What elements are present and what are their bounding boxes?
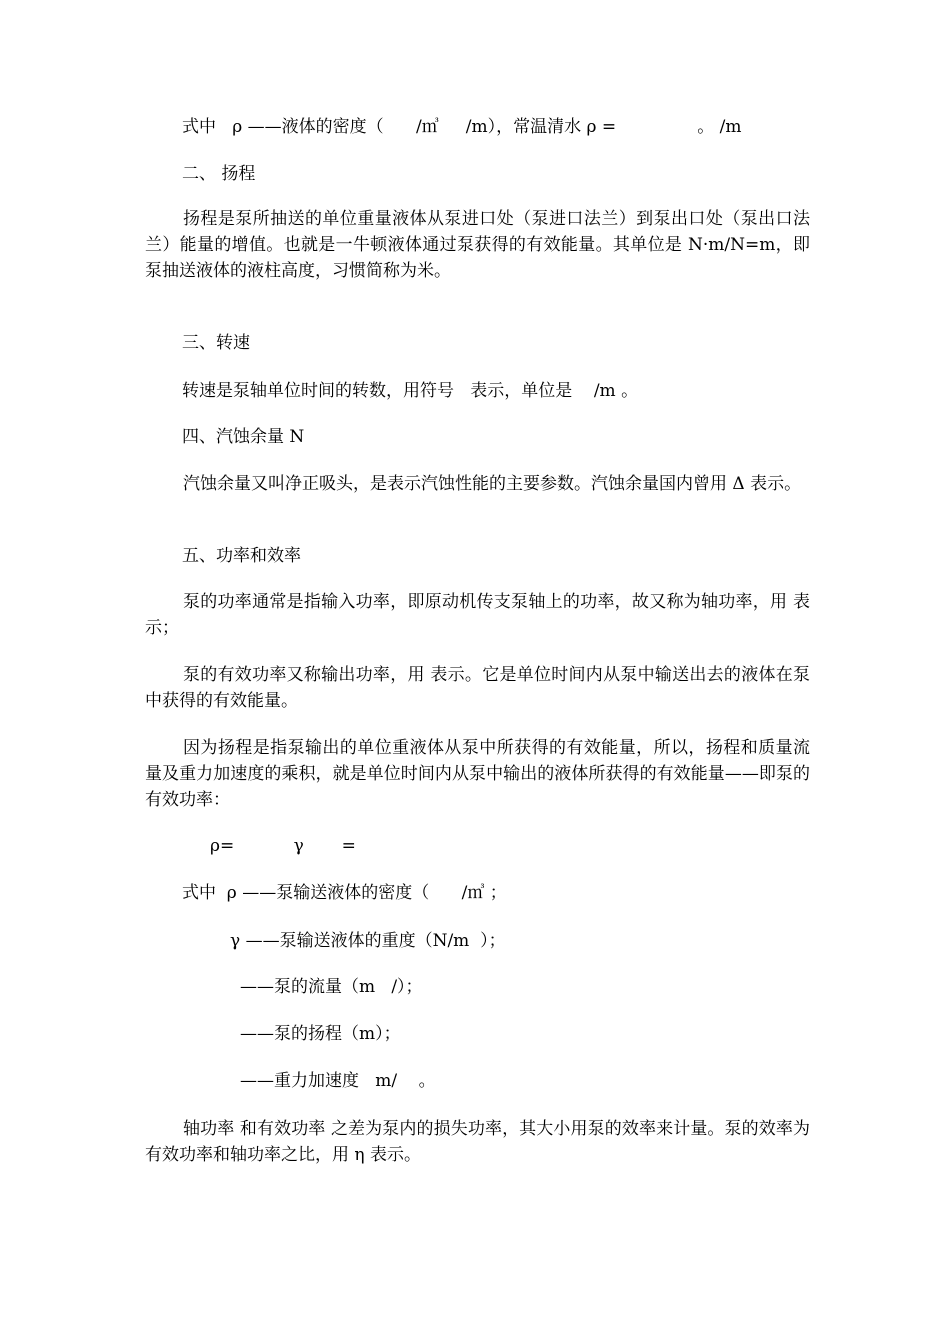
definition-specific-weight: γ ——泵输送液体的重度（N/m ）； <box>230 931 506 951</box>
definition-head: ——泵的扬程（m）； <box>240 1024 401 1044</box>
definition-gravity: ——重力加速度 m/ 。 <box>240 1071 436 1091</box>
definition-flow: ——泵的流量（m /）； <box>240 977 423 997</box>
section-heading-head: 二、 扬程 <box>182 164 256 184</box>
section-heading-npsh: 四、汽蚀余量 N <box>182 427 305 447</box>
paragraph-head: 扬程是泵所抽送的单位重量液体从泵进口处（泵进口法兰）到泵出口处（泵出口法兰）能量的增值。也就是一牛顿液体通过泵获得的有效能量。其单位是 N·m/N=m，即泵抽送液体的液柱高度，习惯简称为米。 <box>145 209 810 281</box>
paragraph-effective-power: 泵的有效功率又称输出功率，用 表示。它是单位时间内从泵中输送出去的液体在泵中获得的有效能量。 <box>145 665 810 711</box>
paragraph-efficiency: 轴功率 和有效功率 之差为泵内的损失功率，其大小用泵的效率来计量。泵的效率为有效功率和轴功率之比，用 η 表示。 <box>145 1119 810 1165</box>
definition-density: 式中 ρ ——泵输送液体的密度（ /㎥ ； <box>182 883 507 903</box>
section-heading-speed: 三、转速 <box>182 333 250 353</box>
paragraph-speed: 转速是泵轴单位时间的转数，用符号 表示，单位是 /m 。 <box>182 381 639 401</box>
density-definition-line: 式中 ρ ——液体的密度（ /㎥ /m），常温清水 ρ = 。 /m <box>182 117 742 137</box>
paragraph-shaft-power: 泵的功率通常是指输入功率，即原动机传支泵轴上的功率，故又称为轴功率，用 表示； <box>145 592 810 638</box>
paragraph-effective-power-derivation: 因为扬程是指泵输出的单位重液体从泵中所获得的有效能量，所以，扬程和质量流量及重力加速度的乘积，就是单位时间内从泵中输出的液体所获得的有效能量——即泵的有效功率： <box>145 738 810 810</box>
paragraph-npsh: 汽蚀余量又叫净正吸头，是表示汽蚀性能的主要参数。汽蚀余量国内曾用 Δ 表示。 <box>183 474 802 494</box>
power-formula: ρ= γ = <box>210 836 356 856</box>
section-heading-power: 五、功率和效率 <box>182 546 301 566</box>
